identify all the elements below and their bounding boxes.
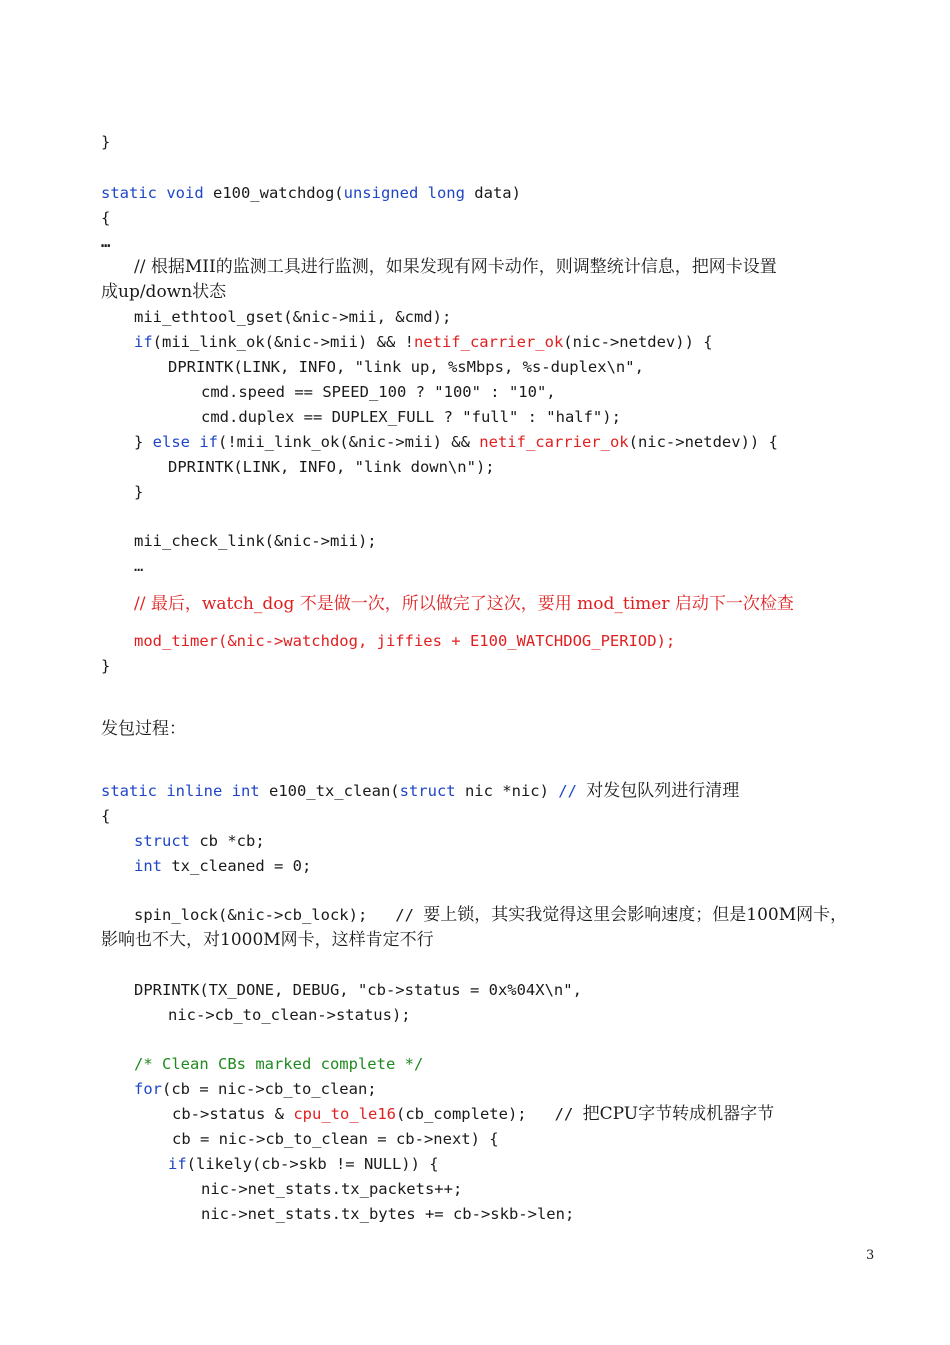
- code-line: nic->net_stats.tx_bytes += cb->skb->len;: [201, 1205, 575, 1223]
- code-comment: 影响也不大，对1000M网卡，这样肯定不行: [101, 930, 434, 950]
- code-line: for(cb = nic->cb_to_clean;: [134, 1080, 377, 1098]
- code-line: }: [101, 133, 111, 151]
- code-line: …: [101, 233, 111, 251]
- code-comment: 成up/down状态: [101, 282, 227, 302]
- code-line: DPRINTK(LINK, INFO, "link up, %sMbps, %s-duplex\n",: [168, 358, 644, 376]
- page-number: 3: [866, 1248, 875, 1263]
- code-line: {: [101, 209, 111, 227]
- code-line: if(mii_link_ok(&nic->mii) && !netif_carrier_ok(nic->netdev)) {: [134, 333, 713, 351]
- code-line: static inline int e100_tx_clean(struct nic *nic) // 对发包队列进行清理: [101, 781, 740, 801]
- code-line: cb = nic->cb_to_clean = cb->next) {: [172, 1130, 499, 1148]
- code-line: DPRINTK(LINK, INFO, "link down\n");: [168, 458, 495, 476]
- code-line: nic->net_stats.tx_packets++;: [201, 1180, 463, 1198]
- code-line: if(likely(cb->skb != NULL)) {: [168, 1155, 439, 1173]
- code-line: int tx_cleaned = 0;: [134, 857, 312, 875]
- code-line: …: [134, 557, 144, 575]
- code-line: spin_lock(&nic->cb_lock); // 要上锁，其实我觉得这里会影响速度；但是100M网卡，: [134, 905, 848, 925]
- code-line: cmd.duplex == DUPLEX_FULL ? "full" : "half");: [201, 408, 621, 426]
- code-line: cmd.speed == SPEED_100 ? "100" : "10",: [201, 383, 556, 401]
- code-comment: // 根据MII的监测工具进行监测，如果发现有网卡动作，则调整统计信息，把网卡设置: [134, 257, 777, 277]
- code-line: mii_ethtool_gset(&nic->mii, &cmd);: [134, 308, 452, 326]
- code-line: } else if(!mii_link_ok(&nic->mii) && netif_carrier_ok(nic->netdev)) {: [134, 433, 778, 451]
- code-line: }: [134, 483, 144, 501]
- code-comment-red: // 最后，watch_dog 不是做一次，所以做完了这次，要用 mod_timer 启动下一次检查: [134, 594, 794, 614]
- section-heading: 发包过程：: [101, 719, 186, 739]
- code-line: struct cb *cb;: [134, 832, 265, 850]
- code-line: cb->status & cpu_to_le16(cb_complete); // 把CPU字节转成机器字节: [172, 1104, 775, 1124]
- code-line: mod_timer(&nic->watchdog, jiffies + E100_WATCHDOG_PERIOD);: [134, 632, 676, 650]
- code-line: {: [101, 807, 111, 825]
- code-line: nic->cb_to_clean->status);: [168, 1006, 411, 1024]
- code-line: DPRINTK(TX_DONE, DEBUG, "cb->status = 0x%04X\n",: [134, 981, 582, 999]
- code-line: mii_check_link(&nic->mii);: [134, 532, 377, 550]
- code-comment: /* Clean CBs marked complete */: [134, 1055, 424, 1073]
- code-line: }: [101, 657, 111, 675]
- code-line: static void e100_watchdog(unsigned long data): [101, 184, 521, 202]
